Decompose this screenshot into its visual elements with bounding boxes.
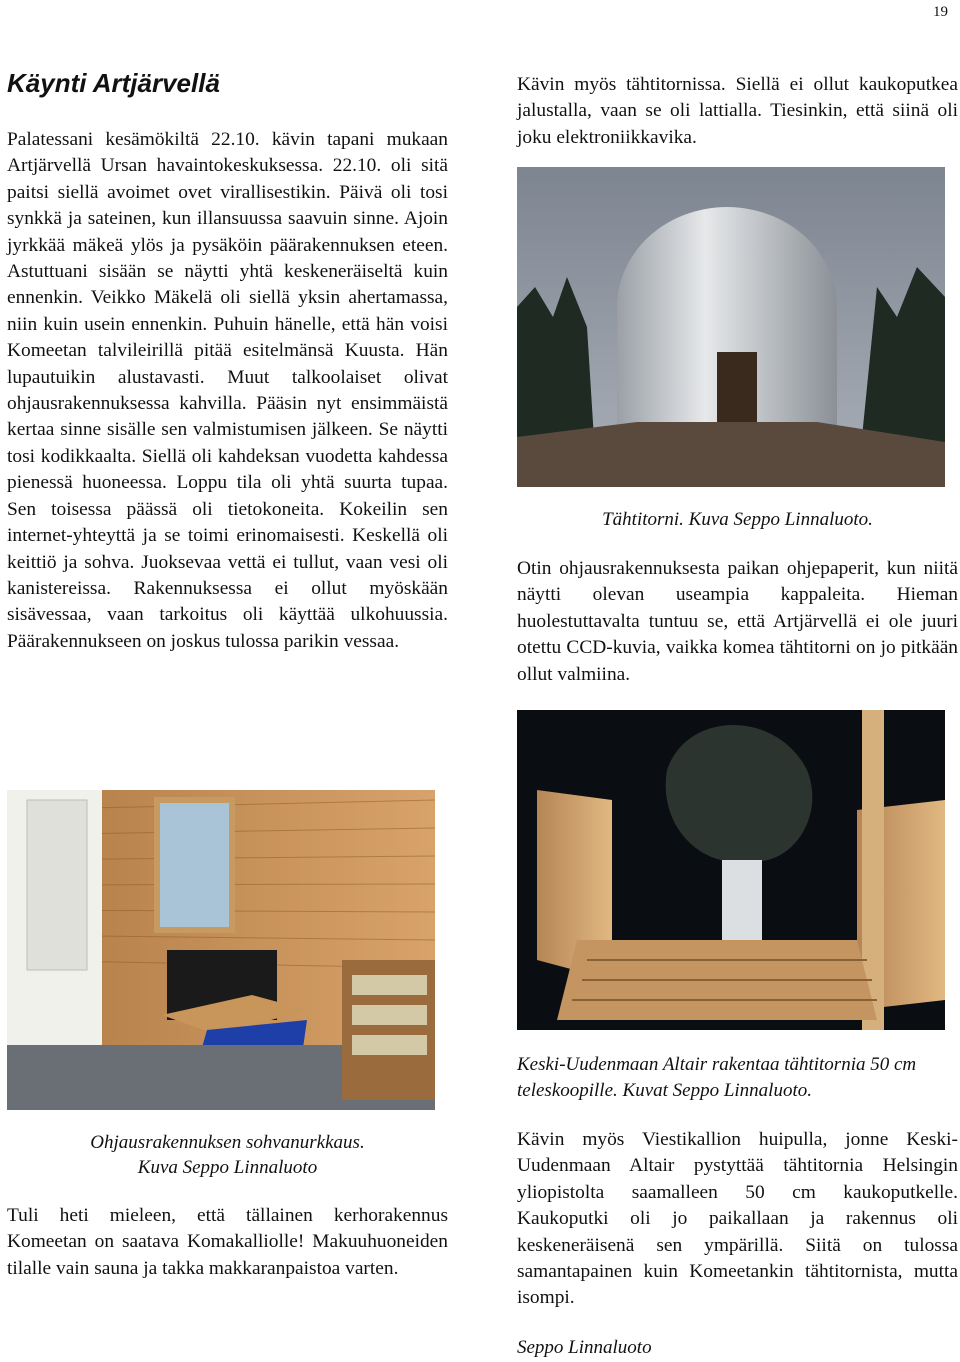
construction-photo-caption: Keski-Uudenmaan Altair rakentaa tähtitornia 50 cm teleskoopille. Kuvat Seppo Linnaluoto. <box>517 1054 917 1101</box>
construction-photo <box>517 710 945 1030</box>
clubhouse-paragraph: Tuli heti mieleen, että tällainen kerhorakennus Komeetan on saatava Komakalliolle! Makuuhuoneiden tilalle vain sauna ja takka makkaranpaistoa varten. <box>7 1205 448 1279</box>
observatory-photo-caption: Tähtitorni. Kuva Seppo Linnaluoto. <box>602 509 873 530</box>
cabin-interior-photo <box>7 790 435 1110</box>
viestikallio-paragraph: Kävin myös Viestikallion huipulla, jonne Keski-Uudenmaan Altair pystyttää tähtitornia Helsingin yliopistolta saamalleen 50 cm kaukoputkelle. Kaukoputki oli jo paikallaan ja rakennus oli keskeneräisenä sen ympärillä. Siitä on tulossa samantapainen kuin Komeetankin tähtitornista, mutta isompi. <box>517 1129 958 1309</box>
observatory-paragraph: Kävin myös tähtitornissa. Siellä ei ollut kaukoputkea jalustalla, vaan se oli lattialla. Tiesinkin, että siinä oli joku elektroniikkavika. <box>517 74 958 148</box>
cabin-photo-caption: Ohjausrakennuksen sohvanurkkaus. Kuva Seppo Linnaluoto <box>90 1132 365 1178</box>
ccd-paragraph: Otin ohjausrakennuksesta paikan ohjepaperit, kun niitä näytti olevan useampia kappaleita. Hieman huolestuttavalta tuntuu se, että Artjärvellä ei ole juuri otettu CCD-kuvia, vaikka komea tähtitorni on jo pitkään ollut valmiina. <box>517 558 958 685</box>
observatory-photo <box>517 167 945 487</box>
article-title: Käynti Artjärvellä <box>7 68 220 98</box>
intro-paragraph: Palatessani kesämökiltä 22.10. kävin tapani mukaan Artjärvellä Ursan havaintokeskuksessa. 22.10. oli sitä paitsi siellä avoimet ovet virallisestikin. Päivä oli tosi synkkä ja sateinen, kun illansuussa saavuin sinne. Ajoin jyrkkää mäkeä ylös ja pysäköin päärakennuksen eteen. Astuttuani sisään se näytti yhtä keskeneräiseltä kuin ennenkin. Veikko Mäkelä oli siellä yksin ahertamassa, niin kuin usein ennenkin. Puhuin hänelle, että hän voisi Komeetan talvileirillä pitää esitelmänsä Kuusta. Hän lupautuikin alustavasti. Muut talkoolaiset olivat ohjausrakennuksessa kahvilla. Pääsin nyt ensimmäistä kertaa sinne sisälle sen valmistumisen jälkeen. Se näytti tosi kodikkaalta. Siellä oli kahdeksan vuodetta kahdessa pienessä huoneessa. Loppu tila oli yhtä suurta tupaa. Sen toisessa päässä oli tietokoneita. Kokeilin sen internet-yhteyttä ja se toimi erinomaisesti. Keskellä oli keittiö ja sohva. Juoksevaa vettä ei tullut, vaan vesi oli kanistereissa. Rakennuksessa ei ollut myöskään sisävessaa, vaan tarkoitus oli käyttää ulkohuussia. Päärakennukseen on joskus tulossa parikin vessaa. <box>7 129 448 652</box>
page-number: 19 <box>933 4 948 20</box>
author-signature: Seppo Linnaluoto <box>517 1337 652 1358</box>
